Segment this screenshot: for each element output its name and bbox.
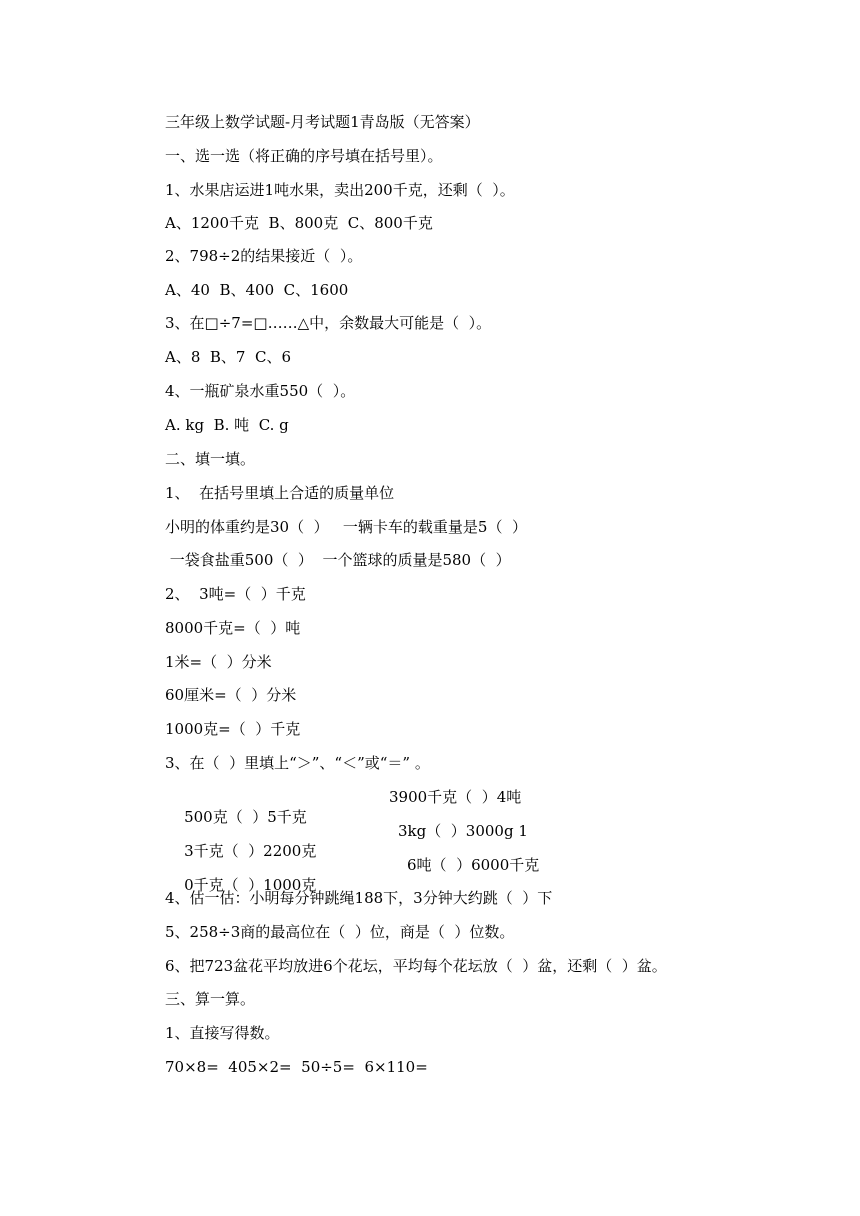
s2-question-2-line-c: 1米=（ ）分米: [165, 653, 272, 671]
section-1-heading: 一、选一选（将正确的序号填在括号里）。: [165, 147, 443, 165]
compare-left: 3千克（ ）2200克: [184, 842, 317, 860]
compare-right: 3kg（ ）3000g 1: [398, 822, 528, 840]
s2-question-2-line-e: 1000克=（ ）千克: [165, 720, 301, 738]
s1-question-4-options: A. kg B. 吨 C. g: [165, 416, 289, 434]
section-3-heading: 三、算一算。: [165, 990, 256, 1008]
s1-question-1: 1、水果店运进1吨水果，卖出200千克，还剩（ ）。: [165, 181, 515, 199]
s1-question-4: 4、一瓶矿泉水重550（ ）。: [165, 382, 356, 400]
s2-question-5: 5、258÷3商的最高位在（ ）位，商是（ ）位数。: [165, 923, 515, 941]
s2-question-2-line-d: 60厘米=（ ）分米: [165, 686, 297, 704]
s3-question-1-line-a: 70×8= 405×2= 50÷5= 6×110=: [165, 1058, 428, 1076]
s2-question-1-line-a: 小明的体重约是30（ ） 一辆卡车的载重量是5（ ）: [165, 518, 528, 536]
s1-question-3: 3、在□÷7=□……△中，余数最大可能是（ ）。: [165, 314, 492, 332]
s1-question-2-options: A、40 B、400 C、1600: [165, 281, 349, 299]
s2-question-1: 1、 在括号里填上合适的质量单位: [165, 484, 395, 502]
s2-question-2-line-b: 8000千克=（ ）吨: [165, 619, 301, 637]
compare-left: 500克（ ）5千克: [184, 808, 307, 826]
compare-right: 3900千克（ ）4吨: [389, 788, 522, 806]
s1-question-3-options: A、8 B、7 C、6: [165, 348, 292, 366]
s1-question-2: 2、798÷2的结果接近（ ）。: [165, 247, 363, 265]
s2-question-3: 3、在（ ）里填上“＞”、“＜”或“＝” 。: [165, 754, 430, 772]
s1-question-1-options: A、1200千克 B、800克 C、800千克: [165, 214, 433, 232]
section-2-heading: 二、填一填。: [165, 450, 256, 468]
s2-question-2: 2、 3吨=（ ）千克: [165, 585, 306, 603]
compare-right: 6吨（ ）6000千克: [407, 856, 540, 874]
s3-question-1: 1、直接写得数。: [165, 1024, 280, 1042]
s2-question-6: 6、把723盆花平均放进6个花坛，平均每个花坛放（ ）盆，还剩（ ）盆。: [165, 957, 667, 975]
s2-question-1-line-b: 一袋食盐重500（ ） 一个篮球的质量是580（ ）: [165, 551, 511, 569]
s2-question-4: 4、估一估：小明每分钟跳绳188下，3分钟大约跳（ ）下: [165, 889, 553, 907]
compare-left: 0千克（ ）1000克: [184, 876, 317, 894]
document-title: 三年级上数学试题-月考试题1青岛版（无答案）: [165, 113, 480, 131]
